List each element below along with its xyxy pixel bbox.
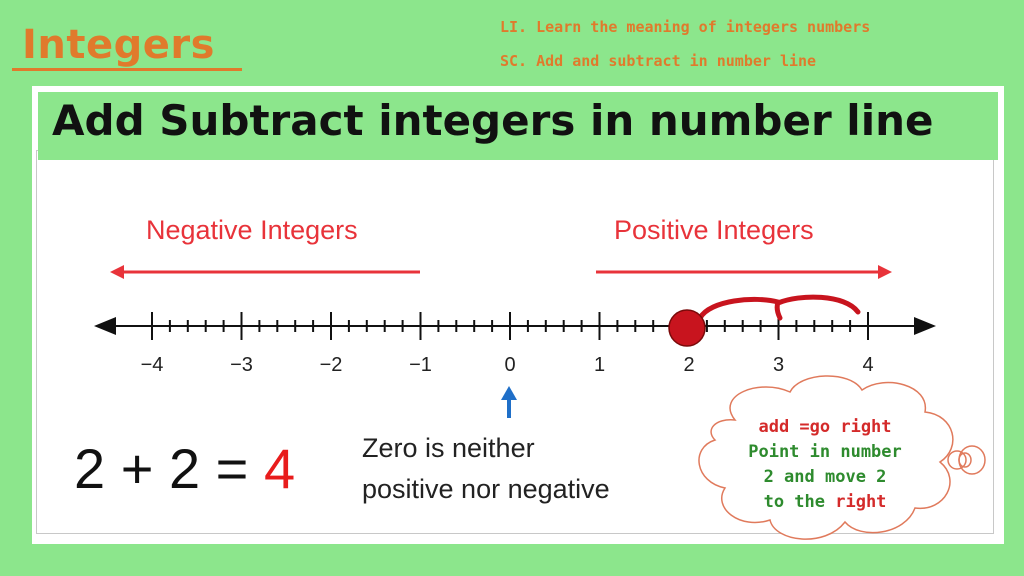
tick-label: 2 (683, 354, 695, 376)
tick-label: −1 (409, 354, 432, 376)
tick-label: −4 (140, 354, 164, 376)
hop-arcs (700, 297, 858, 318)
number-line (94, 312, 936, 340)
positive-direction-arrow (596, 265, 892, 279)
zero-note (362, 428, 682, 510)
negative-integers-label: Negative Integers (146, 215, 358, 245)
equation-answer: 4 (263, 437, 296, 500)
slide-heading: Add Subtract integers in number line (52, 96, 934, 145)
tick-label: 1 (593, 354, 606, 376)
equation-lhs: 2 + 2 = (74, 437, 264, 500)
left-arrowhead (94, 317, 116, 335)
cloud-line3: 2 and move 2 (763, 467, 887, 487)
equation (74, 436, 295, 501)
tick-label: −2 (319, 354, 343, 376)
start-point-marker (669, 310, 705, 346)
right-arrowhead (914, 317, 936, 335)
tick-label: 0 (504, 354, 516, 376)
page-title: Integers (22, 22, 215, 68)
cloud-line1: add =go right (758, 417, 892, 437)
tick-label: 3 (772, 354, 785, 376)
cloud-line4b: right (835, 492, 887, 512)
positive-integers-label: Positive Integers (614, 215, 814, 245)
cloud-line2: Point in number (748, 442, 902, 462)
zero-note-line1: Zero is neither (362, 433, 535, 463)
cloud-text (730, 415, 920, 515)
learning-intention: LI. Learn the meaning of integers numbers (500, 18, 871, 36)
success-criteria: SC. Add and subtract in number line (500, 52, 817, 70)
cloud-line4a: to the (763, 492, 836, 512)
zero-note-line2: positive nor negative (362, 474, 610, 504)
tick-label: −3 (230, 354, 253, 376)
negative-direction-arrow (110, 265, 420, 279)
zero-pointer-arrow (501, 386, 517, 418)
tick-label: 4 (862, 354, 874, 376)
